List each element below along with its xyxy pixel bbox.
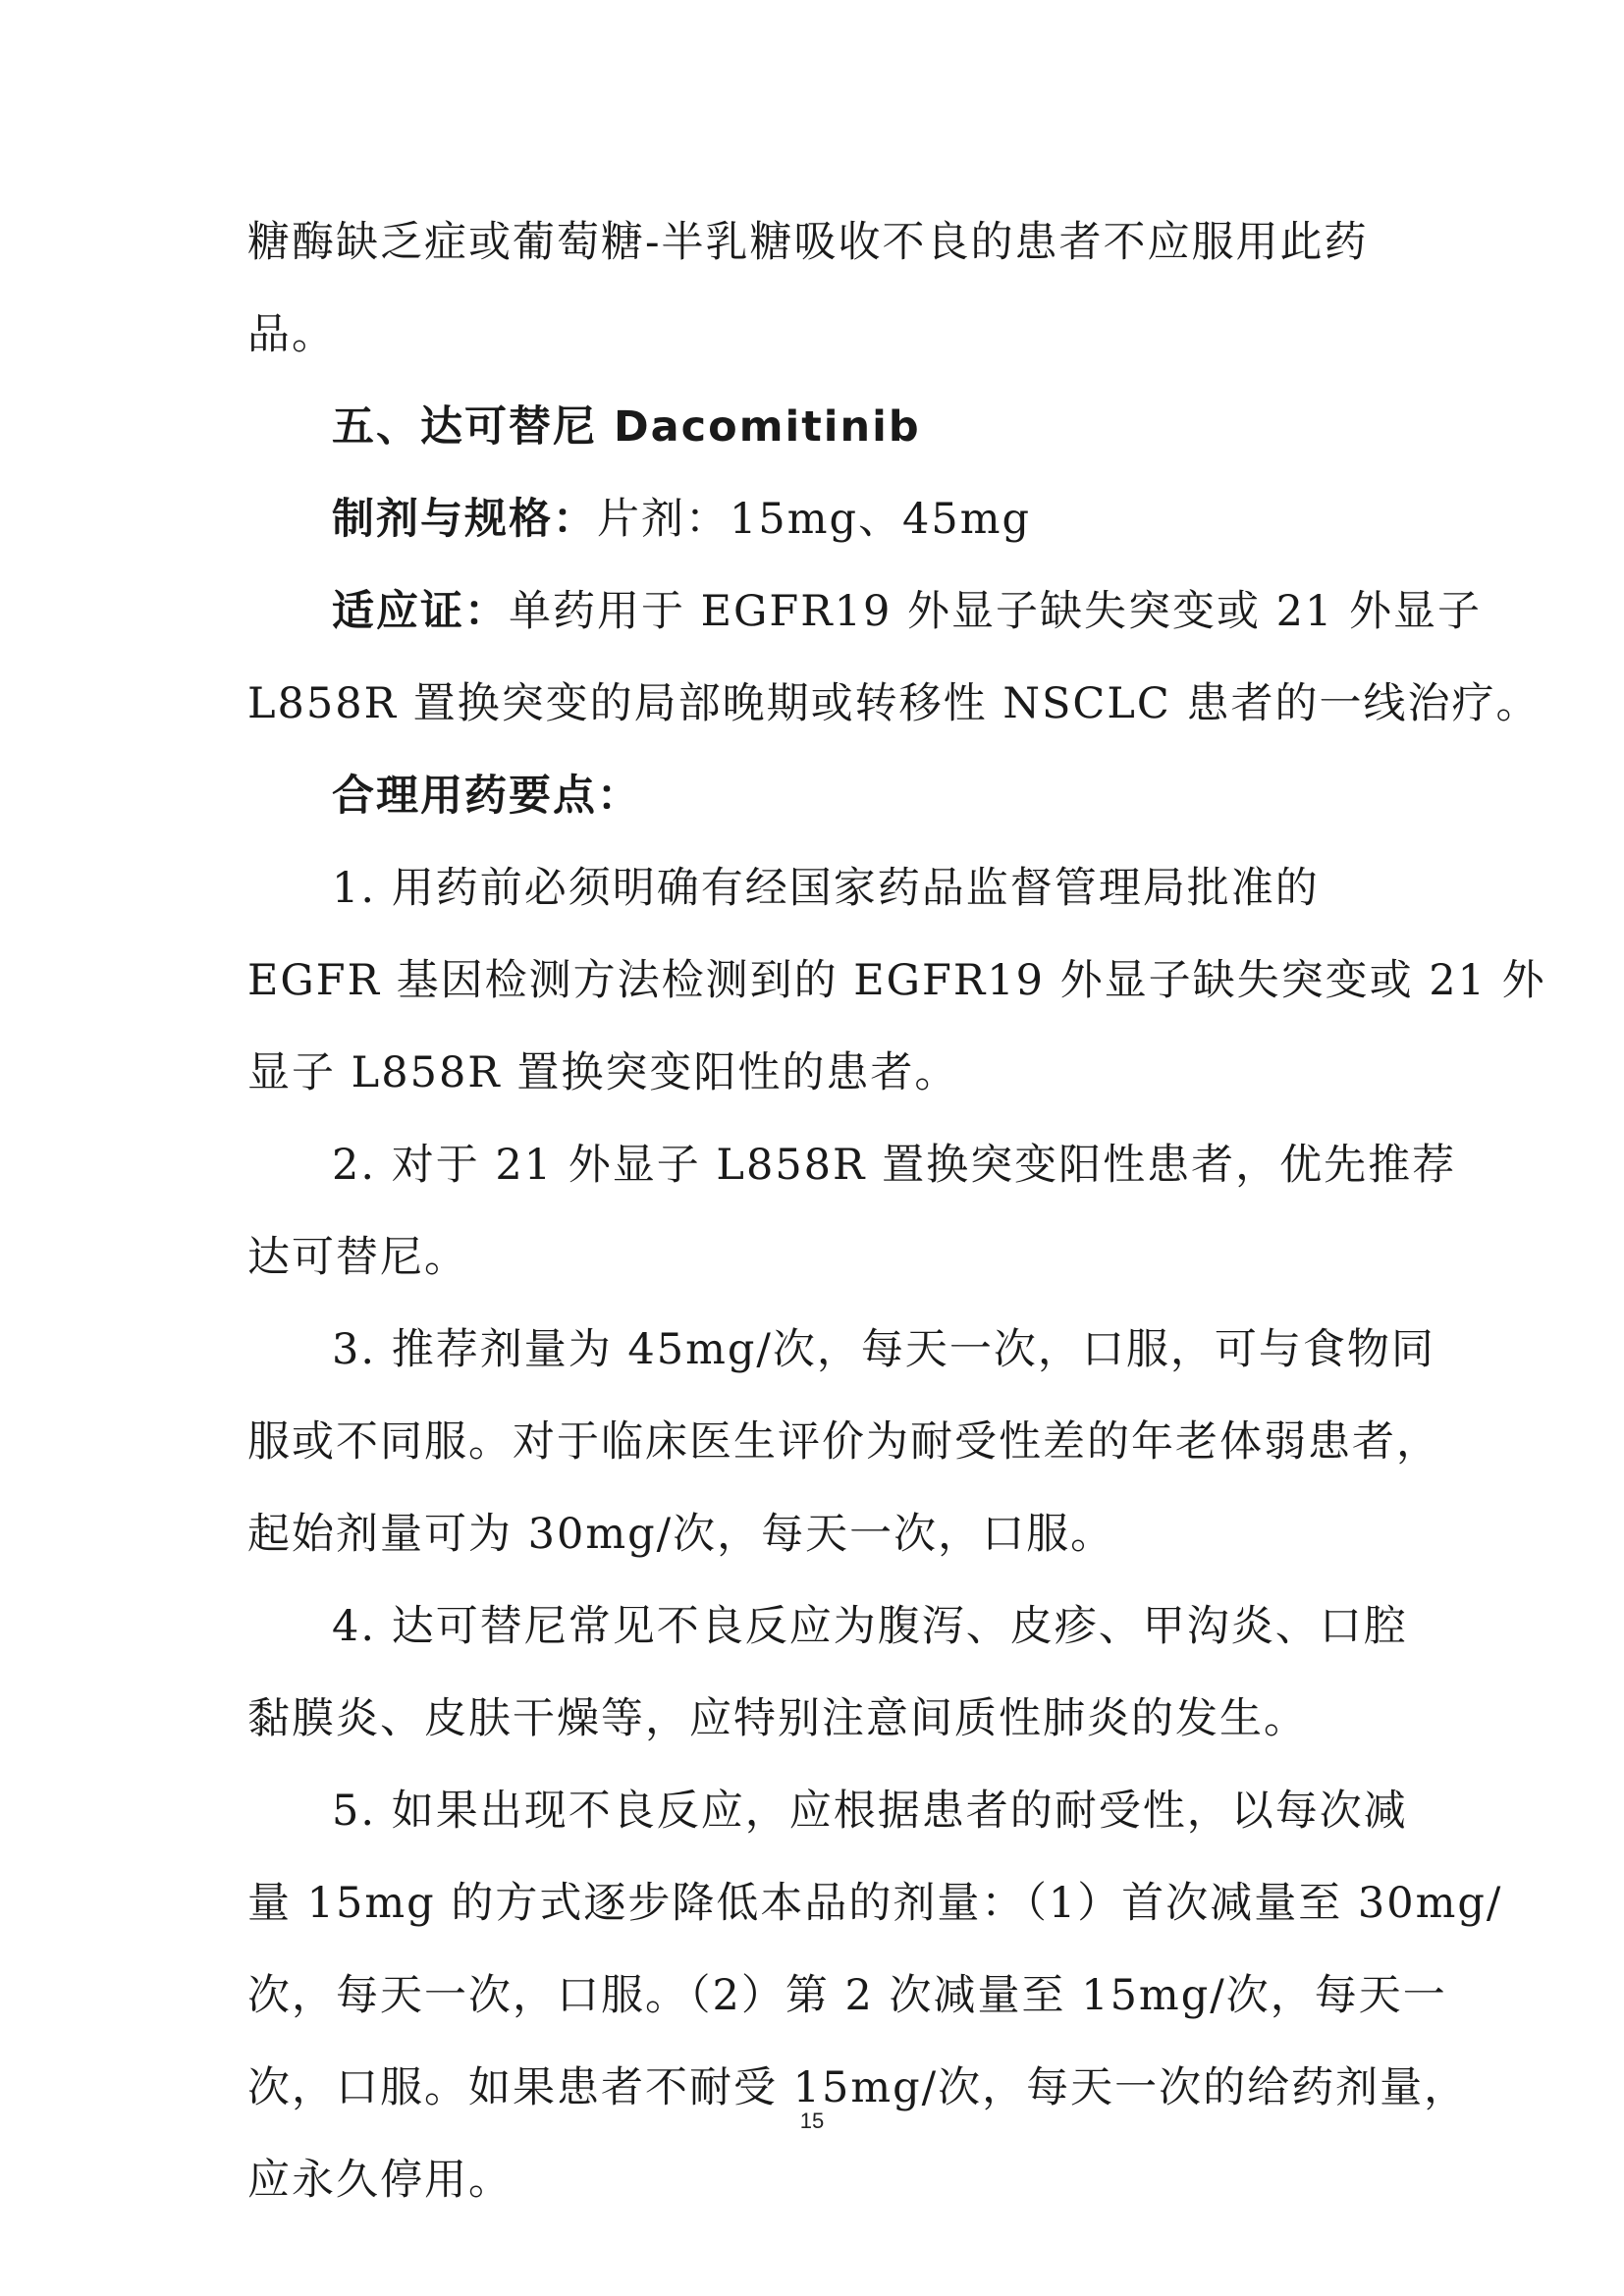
page-number: 15 — [799, 2109, 825, 2133]
text-line: EGFR 基因检测方法检测到的 EGFR19 外显子缺失突变或 21 外 — [247, 956, 1546, 1005]
indication-label: 适应证： — [332, 587, 509, 636]
text-line: 黏膜炎、皮肤干燥等，应特别注意间质性肺炎的发生。 — [247, 1694, 1308, 1743]
text-line: 3. 推荐剂量为 45mg/次，每天一次，口服，可与食物同 — [332, 1325, 1435, 1374]
spec-text: 片剂：15mg、45mg — [597, 495, 1032, 544]
text-line: L858R 置换突变的局部晚期或转移性 NSCLC 患者的一线治疗。 — [247, 679, 1541, 728]
text-line: 起始剂量可为 30mg/次，每天一次，口服。 — [247, 1510, 1115, 1559]
text-line: 4. 达可替尼常见不良反应为腹泻、皮疹、甲沟炎、口腔 — [332, 1602, 1408, 1651]
text-line: 达可替尼。 — [247, 1233, 468, 1282]
text-line: 次，每天一次，口服。（2）第 2 次减量至 15mg/次，每天一 — [247, 1971, 1447, 2020]
text-line: 2. 对于 21 外显子 L858R 置换突变阳性患者，优先推荐 — [332, 1141, 1457, 1190]
spec-label: 制剂与规格： — [332, 495, 597, 544]
spec-line — [247, 473, 1386, 565]
text-line: 1. 用药前必须明确有经国家药品监督管理局批准的 — [332, 864, 1320, 913]
text-line: 应永久停用。 — [247, 2156, 513, 2205]
text-line: 显子 L858R 置换突变阳性的患者。 — [247, 1048, 959, 1097]
text-line: 量 15mg 的方式逐步降低本品的剂量：（1）首次减量至 30mg/ — [247, 1879, 1503, 1928]
text-line: 次，口服。如果患者不耐受 15mg/次，每天一次的给药剂量， — [247, 2063, 1469, 2112]
text-line: 5. 如果出现不良反应，应根据患者的耐受性，以每次减 — [332, 1787, 1408, 1836]
document-body — [247, 196, 1546, 2226]
indication-line — [247, 565, 1483, 658]
text-line: 糖酶缺乏症或葡萄糖-半乳糖吸收不良的患者不应服用此药 — [247, 218, 1369, 267]
text-line: 服或不同服。对于临床医生评价为耐受性差的年老体弱患者， — [247, 1417, 1440, 1467]
indication-text: 单药用于 EGFR19 外显子缺失突变或 21 外显子 — [509, 587, 1483, 636]
section-heading: 五、达可替尼 Dacomitinib — [332, 402, 921, 452]
text-line: 品。 — [247, 310, 336, 359]
subheading: 合理用药要点： — [332, 772, 641, 821]
